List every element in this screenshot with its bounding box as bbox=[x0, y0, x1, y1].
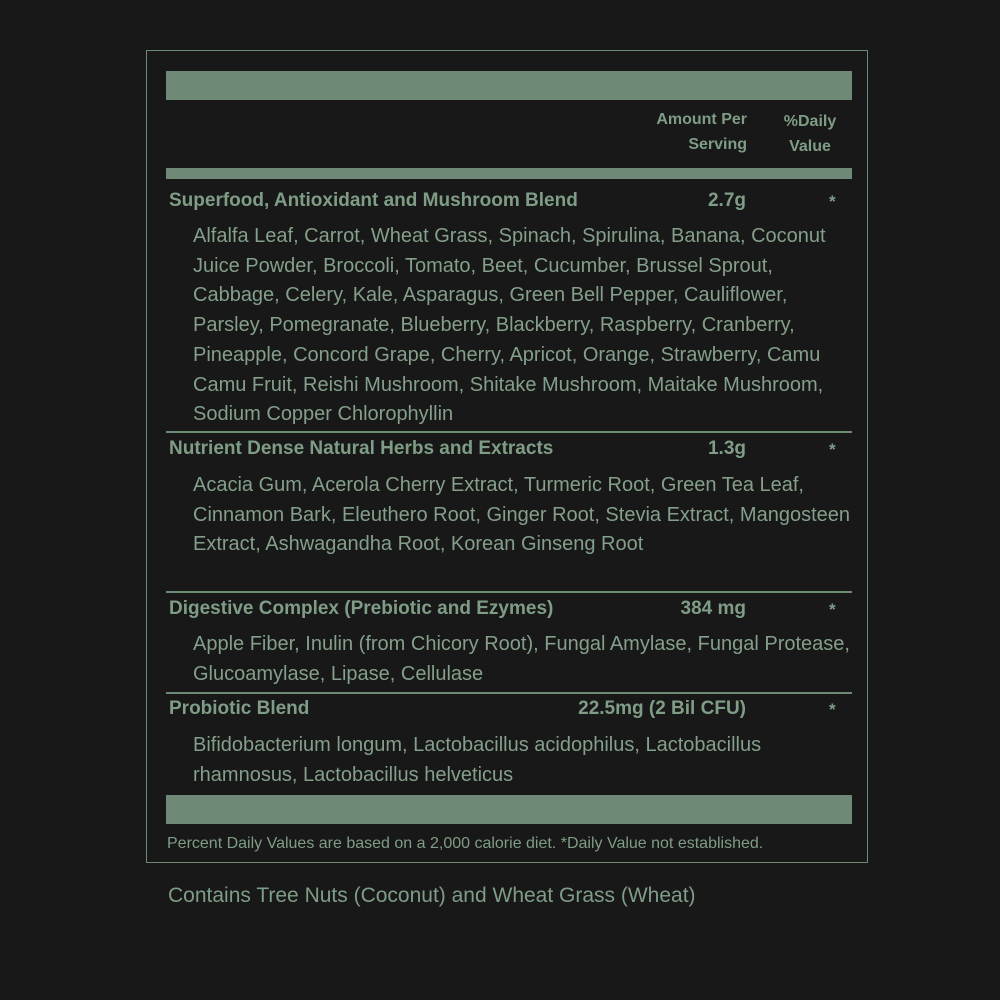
blend-dv-superfood: * bbox=[829, 192, 836, 211]
blend-dv-probiotic: * bbox=[829, 700, 836, 719]
blend-ingredients-herbs: Acacia Gum, Acerola Cherry Extract, Turmeric Root, Green Tea Leaf, Cinnamon Bark, Eleuthero Root, Ginger Root, Stevia Extract, Mangosteen Extract, Ashwagandha Root, Korean Ginseng Root bbox=[193, 474, 851, 556]
blend-name-superfood: Superfood, Antioxidant and Mushroom Blend bbox=[169, 190, 578, 211]
header-bar bbox=[166, 71, 852, 100]
blend-name-digestive: Digestive Complex (Prebiotic and Ezymes) bbox=[169, 598, 554, 619]
blend-dv-digestive: * bbox=[829, 600, 836, 619]
blend-amount-herbs: 1.3g bbox=[707, 438, 746, 459]
row-separator bbox=[166, 591, 852, 593]
blend-ingredients-digestive: Apple Fiber, Inulin (from Chicory Root), Fungal Amylase, Fungal Protease, Glucoamylase, Lipase, Cellulase bbox=[193, 633, 850, 685]
blend-dv-herbs: * bbox=[829, 440, 836, 459]
supplement-facts-panel bbox=[146, 50, 868, 863]
blend-amount-digestive: 384 mg bbox=[680, 598, 746, 619]
amount-per-serving-header: Amount Per Serving bbox=[656, 111, 747, 153]
row-separator bbox=[166, 431, 852, 433]
header-divider-bar bbox=[166, 168, 852, 179]
blend-ingredients-superfood: Alfalfa Leaf, Carrot, Wheat Grass, Spinach, Spirulina, Banana, Coconut Juice Powder, Broccoli, Tomato, Beet, Cucumber, Brussel Sprout, Cabbage, Celery, Kale, Asparagus, Green Bell Pepper, Cauliflower, Parsley, Pomegranate, Blueberry, Blackberry, Raspberry, Cranberry, Pineapple, Concord Grape, Cherry, Apricot, Orange, Strawberry, Camu Camu Fruit, Reishi Mushroom, Shitake Mushroom, Maitake Mushroom, Sodium Copper Chlorophyllin bbox=[193, 225, 826, 426]
blend-amount-superfood: 2.7g bbox=[707, 190, 746, 211]
footer-bar bbox=[166, 795, 852, 824]
allergen-statement: Contains Tree Nuts (Coconut) and Wheat Grass (Wheat) bbox=[168, 884, 696, 907]
blend-ingredients-probiotic: Bifidobacterium longum, Lactobacillus acidophilus, Lactobacillus rhamnosus, Lactobacillus helveticus bbox=[193, 734, 762, 786]
blend-amount-probiotic: 22.5mg (2 Bil CFU) bbox=[578, 698, 746, 719]
blend-name-probiotic: Probiotic Blend bbox=[169, 698, 310, 719]
daily-value-footnote: Percent Daily Values are based on a 2,000 calorie diet. *Daily Value not established. bbox=[167, 835, 764, 852]
row-separator bbox=[166, 692, 852, 694]
blend-name-herbs: Nutrient Dense Natural Herbs and Extracts bbox=[169, 438, 554, 459]
daily-value-header: %Daily Value bbox=[783, 113, 837, 155]
